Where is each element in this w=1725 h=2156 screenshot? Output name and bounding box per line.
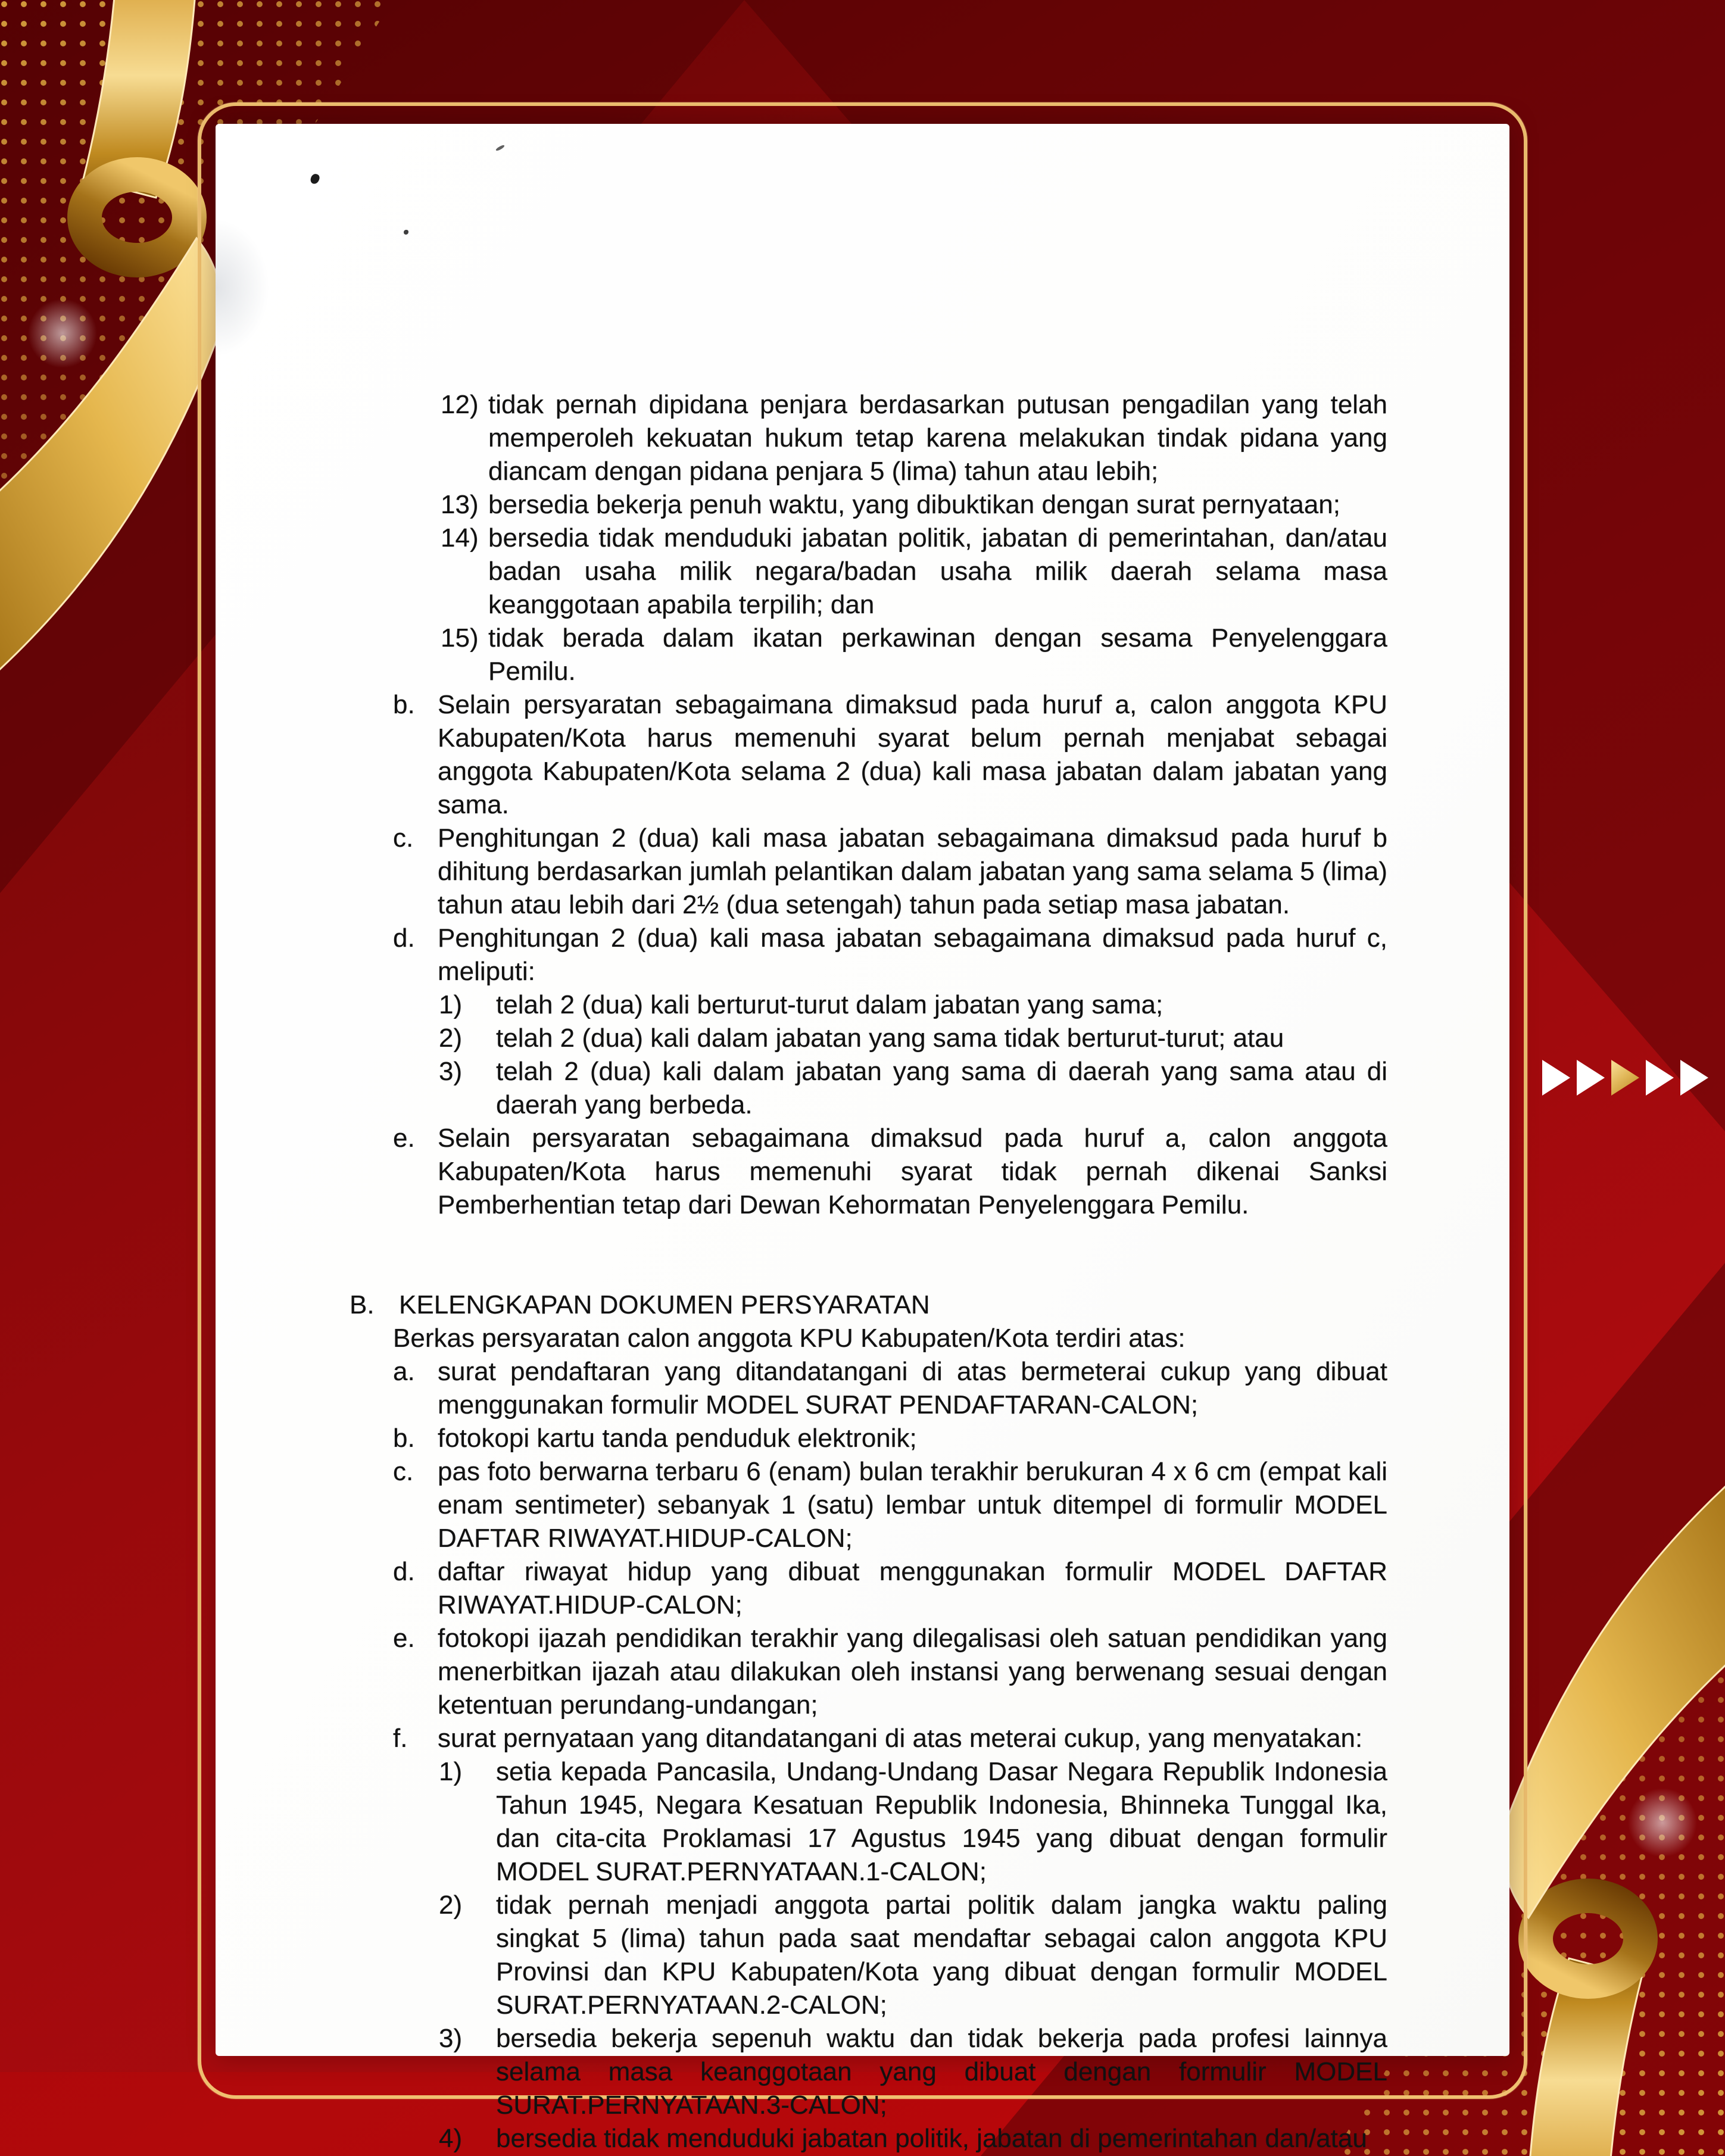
sub-item-label: 1) (439, 990, 463, 1019)
sub-item-label: 1) (439, 1757, 463, 1786)
req-item-a (393, 1355, 1387, 1422)
letter-item-e (393, 1122, 1387, 1222)
sub-item-f3 (439, 2022, 1387, 2122)
letter-item-b (393, 688, 1387, 822)
sub-item-text: telah 2 (dua) kali dalam jabatan yang sama tidak berturut-turut; atau (496, 1024, 1284, 1053)
list-item-label: 12) (441, 390, 479, 419)
list-item-12 (441, 388, 1387, 488)
list-item-15 (441, 622, 1387, 688)
letter-item-label: a. (393, 1357, 415, 1386)
letter-item-label: e. (393, 1624, 415, 1653)
scan-speck (495, 145, 505, 152)
req-item-d (393, 1555, 1387, 1622)
sub-item-label: 3) (439, 1057, 463, 1086)
letter-item-label: c. (393, 1457, 414, 1486)
req-item-e (393, 1622, 1387, 1722)
sub-item-label: 2) (439, 1890, 463, 1920)
letter-item-label: b. (393, 690, 415, 719)
req-item-c (393, 1455, 1387, 1555)
letter-item-c (393, 822, 1387, 922)
scan-speck (404, 230, 408, 235)
sub-item-text: bersedia bekerja sepenuh waktu dan tidak bekerja pada profesi lainnya selama masa keanggotaan yang dibuat dengan formulir MODEL SURAT.PERNYATAAN.3-CALON; (496, 2024, 1387, 2120)
letter-item-label: d. (393, 1557, 415, 1586)
letter-item-text: surat pendaftaran yang ditandatangani di atas bermeterai cukup yang dibuat menggunakan formulir MODEL SURAT PENDAFTARAN-CALON; (438, 1357, 1387, 1419)
sub-item-d3 (439, 1055, 1387, 1122)
sub-item-label: 4) (439, 2124, 463, 2153)
req-item-f (393, 1722, 1387, 1755)
letter-item-text: daftar riwayat hidup yang dibuat menggunakan formulir MODEL DAFTAR RIWAYAT.HIDUP-CALON; (438, 1557, 1387, 1620)
list-item-text: bersedia bekerja penuh waktu, yang dibuktikan dengan surat pernyataan; (488, 490, 1340, 519)
next-page-arrows (1542, 1060, 1715, 1096)
scan-speck (310, 173, 321, 185)
list-item-14 (441, 522, 1387, 622)
sub-item-label: 2) (439, 1024, 463, 1053)
section-heading-b (350, 1288, 1387, 1322)
letter-item-text: Selain persyaratan sebagaimana dimaksud pada huruf a, calon anggota Kabupaten/Kota harus memenuhi syarat tidak pernah dikenai Sanksi Pemberhentian tetap dari Dewan Kehormatan Penyelenggara Pemilu. (438, 1124, 1387, 1219)
document-content (216, 388, 1509, 2155)
list-item-text: tidak pernah dipidana penjara berdasarkan putusan pengadilan yang telah memperoleh kekuatan hukum tetap karena melakukan tindak pidana yang diancam dengan pidana penjara 5 (lima) tahun atau lebih; (488, 390, 1387, 486)
sub-item-text: tidak pernah menjadi anggota partai politik dalam jangka waktu paling singkat 5 (lima) tahun pada saat mendaftar sebagai calon anggota KPU Provinsi dan KPU Kabupaten/Kota yang dibuat dengan formulir MODEL SURAT.PERNYATAAN.2-CALON; (496, 1890, 1387, 2020)
arrow-right-icon[interactable] (1577, 1060, 1605, 1096)
sub-item-f1 (439, 1755, 1387, 1889)
list-item-text: bersedia tidak menduduki jabatan politik, jabatan di pemerintahan, dan/atau badan usaha milik negara/badan usaha milik daerah selama masa keanggotaan apabila terpilih; dan (488, 523, 1387, 619)
list-item-13 (441, 488, 1387, 522)
letter-item-text: surat pernyataan yang ditandatangani di atas meterai cukup, yang menyatakan: (438, 1724, 1363, 1753)
arrow-right-icon[interactable] (1680, 1060, 1708, 1096)
document-page (216, 124, 1509, 2153)
section-intro: Berkas persyaratan calon anggota KPU Kabupaten/Kota terdiri atas: (393, 1324, 1186, 1353)
sub-item-text: telah 2 (dua) kali berturut-turut dalam jabatan yang sama; (496, 990, 1163, 1019)
arrow-right-icon[interactable] (1611, 1060, 1639, 1096)
sub-item-text: setia kepada Pancasila, Undang-Undang Dasar Negara Republik Indonesia Tahun 1945, Negara Kesatuan Republik Indonesia, Bhinneka Tunggal Ika, dan cita-cita Proklamasi 17 Agustus 1945 yang dibuat dengan formulir MODEL SURAT.PERNYATAAN.1-CALON; (496, 1757, 1387, 1886)
section-title: KELENGKAPAN DOKUMEN PERSYARATAN (399, 1290, 930, 1319)
letter-item-label: e. (393, 1124, 415, 1153)
letter-item-text: Penghitungan 2 (dua) kali masa jabatan sebagaimana dimaksud pada huruf b dihitung berdasarkan jumlah pelantikan dalam jabatan yang sama selama 5 (lima) tahun atau lebih dari 2½ (dua setengah) tahun pada setiap masa jabatan. (438, 823, 1387, 919)
arrow-right-icon[interactable] (1646, 1060, 1674, 1096)
sub-item-d1 (439, 988, 1387, 1022)
sub-item-label: 3) (439, 2024, 463, 2053)
letter-item-label: d. (393, 923, 415, 953)
letter-item-label: f. (393, 1724, 408, 1753)
arrow-right-icon[interactable] (1542, 1060, 1570, 1096)
letter-item-text: Selain persyaratan sebagaimana dimaksud pada huruf a, calon anggota KPU Kabupaten/Kota harus memenuhi syarat belum pernah menjabat sebagai anggota Kabupaten/Kota selama 2 (dua) kali masa jabatan dalam jabatan yang sama. (438, 690, 1387, 819)
sub-item-f2 (439, 1889, 1387, 2022)
req-item-b (393, 1422, 1387, 1455)
list-item-label: 14) (441, 523, 479, 553)
section-label: B. (350, 1290, 375, 1319)
letter-item-text: fotokopi kartu tanda penduduk elektronik; (438, 1424, 917, 1453)
letter-item-label: c. (393, 823, 414, 853)
sub-item-d2 (439, 1022, 1387, 1055)
scan-smudge (216, 219, 269, 356)
letter-item-d (393, 922, 1387, 988)
sub-item-text: telah 2 (dua) kali dalam jabatan yang sama di daerah yang sama atau di daerah yang berbeda. (496, 1057, 1387, 1119)
letter-item-text: Penghitungan 2 (dua) kali masa jabatan sebagaimana dimaksud pada huruf c, meliputi: (438, 923, 1387, 986)
list-item-label: 13) (441, 490, 479, 519)
sub-item-f4 (439, 2122, 1387, 2155)
sub-item-text: bersedia tidak menduduki jabatan politik, jabatan di pemerintahan dan/atau (496, 2124, 1367, 2153)
letter-item-text: fotokopi ijazah pendidikan terakhir yang dilegalisasi oleh satuan pendidikan yang menerbitkan ijazah atau dilakukan oleh instansi yang berwenang sesuai dengan ketentuan perundang-undangan; (438, 1624, 1387, 1720)
list-item-label: 15) (441, 623, 479, 653)
letter-item-label: b. (393, 1424, 415, 1453)
list-item-text: tidak berada dalam ikatan perkawinan dengan sesama Penyelenggara Pemilu. (488, 623, 1387, 686)
letter-item-text: pas foto berwarna terbaru 6 (enam) bulan terakhir berukuran 4 x 6 cm (empat kali enam sentimeter) sebanyak 1 (satu) lembar untuk ditempel di formulir MODEL DAFTAR RIWAYAT.HIDUP-CALON; (438, 1457, 1387, 1553)
